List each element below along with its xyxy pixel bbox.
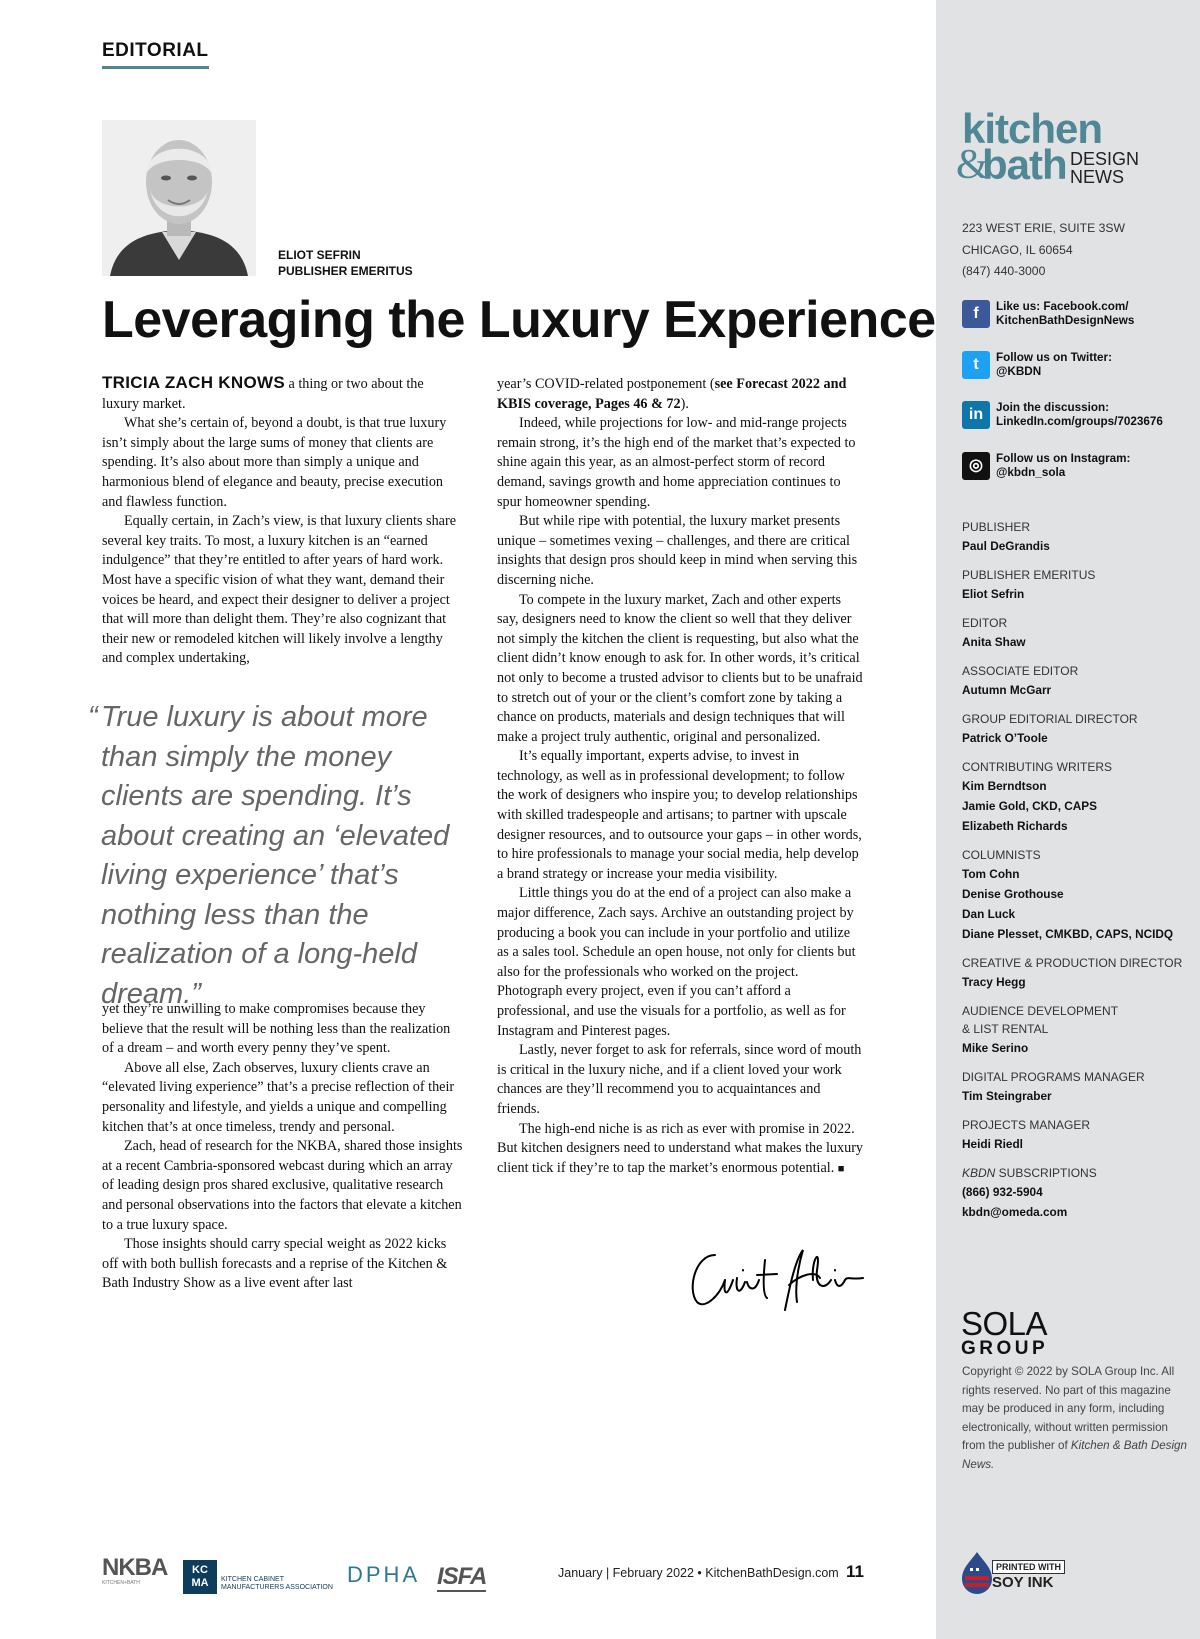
- facebook-icon: f: [962, 300, 990, 328]
- article-paragraph: Those insights should carry special weight as 2022 kicks off with both bullish forecasts and a reprise of the Kitchen & Bath Industry Show as a live event after last: [102, 1236, 448, 1292]
- quote-mark: “: [88, 701, 98, 733]
- article-paragraph: To compete in the luxury market, Zach and other experts say, designers need to know the client so well that they deliver not simply the kitchen the client is requesting, but also what the client didn’t know enough to ask for. In other words, it’s critical not only to become a trusted advisor to clients but to be unafraid to stretch out of your or the client’s comfort zone by taking a chance on products, materials and design techniques that will make a project truly authentic, original and personalized.: [497, 591, 863, 745]
- headline: Leveraging the Luxury Experience: [102, 291, 936, 349]
- cross-reference: see Forecast 2022 and KBIS coverage, Pages 46 & 72: [497, 376, 847, 412]
- article-paragraph: But while ripe with potential, the luxury market presents unique – sometimes vexing – challenges, and there are critical insights that design pros should keep in mind when serving this discerning niche.: [497, 513, 858, 588]
- instagram-icon: ◎: [962, 452, 990, 480]
- publisher-address: 223 WEST ERIE, SUITE 3SW CHICAGO, IL 60654 (847) 440-3000: [962, 221, 1125, 278]
- pull-quote-text: True luxury is about more than simply the money clients are spending. It’s about creating an ‘elevated living experience’ that’s nothing less than the realization of a long-held dream.”: [101, 701, 450, 1010]
- signature: [685, 1240, 865, 1320]
- byline: [278, 247, 413, 279]
- dpha-logo: DPHA: [347, 1562, 421, 1587]
- byline-name: ELIOT SEFRIN: [278, 248, 361, 262]
- copyright-notice: Copyright © 2022 by SOLA Group Inc. All rights reserved. No part of this magazine may be produced in any form, including electronically, without written permission from the publisher of Kitchen & Bath Design News.: [962, 1365, 1187, 1471]
- kcma-box: KC MA: [183, 1560, 217, 1594]
- article-paragraph: It’s equally important, experts advise, to invest in technology, as well as in professional development; to follow the work of designers who inspire you; to develop relationships with skilled tradespeople and artisans; to partner with upscale designer resources, and to outsource your gaps – in other words, to hire professionals to manage your social media, help develop a brand strategy or increase your media visibility.: [497, 748, 862, 882]
- twitter-icon: t: [962, 351, 990, 379]
- article-paragraph: Above all else, Zach observes, luxury clients crave an “elevated living experience” that’s a precise reflection of their personality and lifestyle, and yields a unique and compelling kitchen that’s at once timeless, trendy and personal.: [102, 1059, 455, 1135]
- isfa-logo: ISFA: [437, 1563, 487, 1590]
- section-label: EDITORIAL: [102, 40, 209, 69]
- sola-group-logo: SOLA GROUP: [961, 1305, 1049, 1359]
- author-photo: [102, 120, 256, 276]
- linkedin-icon: in: [962, 401, 990, 429]
- byline-title: PUBLISHER EMERITUS: [278, 264, 413, 278]
- issue-line: January | February 2022 • KitchenBathDesign.com: [558, 1566, 839, 1580]
- social-linkedin[interactable]: in Join the discussion: LinkedIn.com/groups/7023676: [962, 399, 1192, 435]
- article-paragraph: Little things you do at the end of a project can also make a major difference, Zach says. Archive an outstanding project by producing a book you can include in your portfolio and utilize as a sales tool. Schedule an open house, not only for clients but also for the professionals who worked on the project. Photograph every project, even if you can’t afford a professional, and use the visuals for a portfolio, as well as for Instagram and Pinterest pages.: [497, 885, 856, 1039]
- lead-caps: TRICIA ZACH KNOWS: [102, 373, 285, 392]
- article-paragraph: Indeed, while projections for low- and mid-range projects remain strong, it’s the high end of the market that’s expected to shine again this year, as an almost-perfect storm of record demand, savings growth and home appreciation continues to spur homeowner spending.: [497, 415, 856, 510]
- article-paragraph: Lastly, never forget to ask for referrals, since word of mouth is critical in the luxury niche, and if a client loved your work chances are they’ll recommend you to acquaintances and friends.: [497, 1042, 862, 1117]
- article-paragraph: TRICIA ZACH KNOWS a thing or two about the luxury market.: [102, 373, 424, 412]
- soy-ink-badge: PRINTED WITH SOY INK: [962, 1548, 1072, 1596]
- social-instagram[interactable]: ◎ Follow us on Instagram: @kbdn_sola: [962, 450, 1192, 486]
- article-paragraph: The high-end niche is as rich as ever with promise in 2022. But kitchen designers need to understand what makes the luxury client tick if they’re to tap the market’s enormous potential. ■: [497, 1120, 864, 1176]
- pull-quote: [88, 698, 478, 1014]
- page-number: 11: [846, 1562, 864, 1581]
- nkba-logo: NKBA KITCHEN+BATH: [102, 1554, 168, 1586]
- article-column-2: [497, 375, 865, 1179]
- soy-ink-icon: [962, 1552, 992, 1594]
- article-paragraph: Equally certain, in Zach’s view, is that luxury clients share several key traits. To most, a luxury kitchen is an “earned indulgence” that they’re entitled to after years of hard work. Most have a specific vision of what they want, demand their voices be heard, and expect their designer to deliver a project that will more than delight them. They’re also cognizant that their new or remodeled kitchen will likely involve a lengthy and complex undertaking,: [102, 513, 456, 667]
- article-paragraph: Zach, head of research for the NKBA, shared those insights at a recent Cambria-sponsored webcast during which an array of leading design pros shared exclusive, qualitative research and personal observations into the factors that elevate a kitchen to a true luxury space.: [102, 1138, 463, 1233]
- article-column-1-bottom: [102, 1000, 464, 1294]
- article-paragraph: yet they’re unwilling to make compromises because they believe that the result will be nothing less than the realization of a dream – and worth every penny they’ve spent.: [102, 1001, 451, 1057]
- social-facebook[interactable]: f Like us: Facebook.com/ KitchenBathDesignNews: [962, 298, 1192, 334]
- article-paragraph: What she’s certain of, beyond a doubt, is that true luxury isn’t simply about the large sums of money that clients are spending. It’s also about more than simply a unique and harmonious blend of elegance and beauty, precise execution and flawless function.: [102, 415, 447, 510]
- article-column-1-top: [102, 373, 464, 669]
- social-twitter[interactable]: t Follow us on Twitter: @KBDN: [962, 349, 1192, 385]
- kbdn-logo: kitchen & bath DESIGN NEWS: [956, 105, 1140, 188]
- masthead: PUBLISHER Paul DeGrandis PUBLISHER EMERITUS Eliot Sefrin EDITOR Anita Shaw ASSOCIATE EDITOR Autumn McGarr GROUP EDITORIAL DIRECTOR Patrick O’Toole CONTRIBUTING WRITERS Kim Berndtson Jamie Gold, CKD, CAPS Elizabeth Richards COLUMNISTS Tom Cohn Denise Grothouse Dan Luck Diane Plesset, CMKBD, CAPS, NCIDQ CREATIVE & PRODUCTION DIRECTOR Tracy Hegg AUDIENCE DEVELOPMENT & LIST RENTAL Mike Serino DIGITAL PROGRAMS MANAGER Tim Steingraber PROJECTS MANAGER Heidi Riedl KBDN SUBSCRIPTIONS (866) 932-5904 kbdn@omeda.com: [962, 520, 1183, 1219]
- end-mark: ■: [837, 1162, 845, 1175]
- article-paragraph: year’s COVID-related postponement (see Forecast 2022 and KBIS coverage, Pages 46 & 72).: [497, 376, 847, 412]
